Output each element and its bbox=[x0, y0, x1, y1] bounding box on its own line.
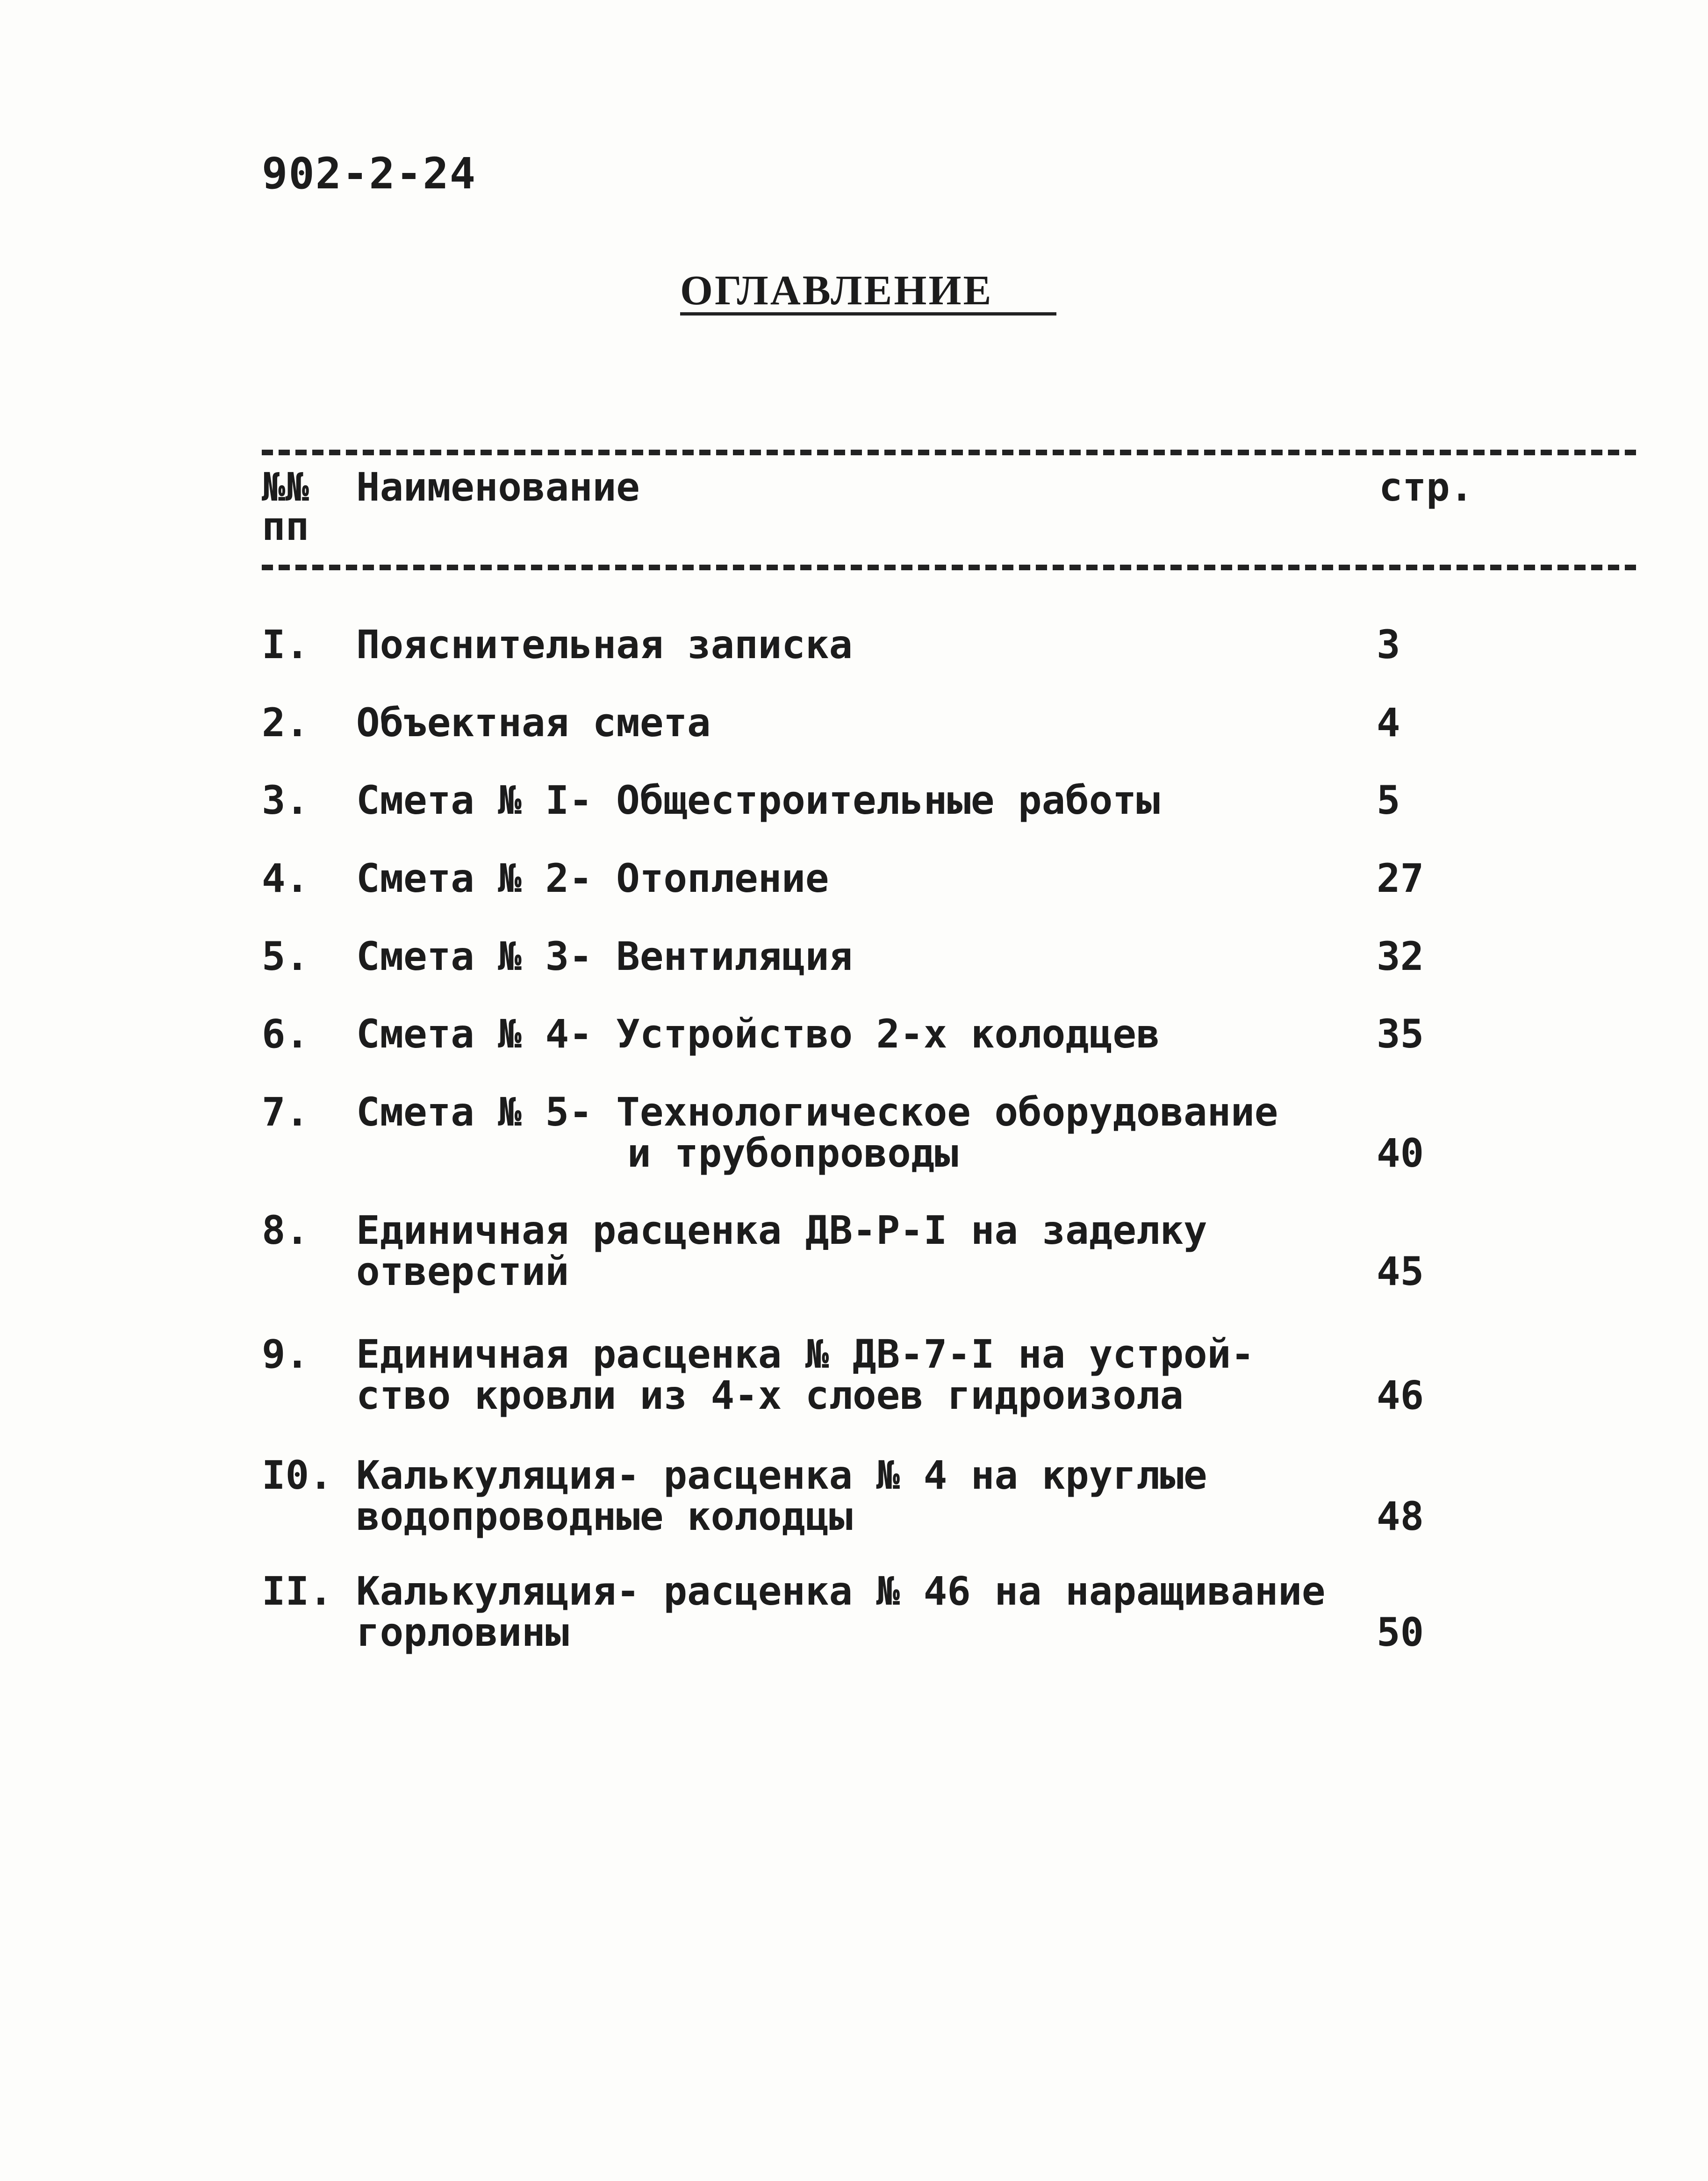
entry-page: 45 bbox=[1377, 1248, 1424, 1294]
entry-title bbox=[356, 777, 1338, 823]
header-number bbox=[262, 464, 332, 549]
entry-title-line: Объектная смета bbox=[356, 700, 711, 746]
header-name: Наименование bbox=[356, 464, 640, 510]
entry-title-line: ство кровли из 4-х слоев гидроизола bbox=[356, 1372, 1184, 1418]
entry-title bbox=[356, 1013, 1338, 1055]
entry-title bbox=[356, 624, 1338, 665]
entry-title-line: Калькуляция- расценка № 4 на круглые bbox=[356, 1452, 1207, 1498]
entry-number: 3. bbox=[262, 777, 309, 823]
entry-number: 6. bbox=[262, 1011, 309, 1057]
entry-number: II. bbox=[262, 1568, 333, 1614]
entry-number: I. bbox=[262, 622, 309, 667]
entry-title bbox=[356, 855, 1338, 901]
entry-title-line: водопроводные колодцы bbox=[356, 1493, 853, 1539]
entry-title-line: и трубопроводы bbox=[627, 1130, 959, 1176]
entry-title bbox=[356, 1091, 1338, 1174]
entry-page: 3 bbox=[1377, 622, 1400, 667]
page-title: ОГЛАВЛЕНИЕ bbox=[680, 267, 993, 314]
entry-title bbox=[356, 1331, 1338, 1418]
header-number-label: №№ пп bbox=[262, 464, 309, 549]
entry-title-line: Смета № 3- Вентиляция bbox=[356, 933, 853, 979]
entry-title-line: горловины bbox=[356, 1609, 569, 1655]
entry-title bbox=[356, 1452, 1338, 1539]
table-top-rule bbox=[262, 450, 1636, 455]
entry-page: 27 bbox=[1377, 855, 1424, 901]
entry-title-line: Смета № 4- Устройство 2-х колодцев bbox=[356, 1011, 1160, 1057]
entry-title-line: Смета № 5- Технологическое оборудование bbox=[356, 1089, 1278, 1135]
entry-page: 40 bbox=[1377, 1130, 1424, 1176]
entry-number: 7. bbox=[262, 1089, 309, 1135]
entry-title-line: Калькуляция- расценка № 46 на наращивание bbox=[356, 1568, 1326, 1614]
entry-title bbox=[356, 1207, 1338, 1294]
document-code: 902-2-24 bbox=[262, 149, 477, 199]
entry-title-line: Смета № I- Общестроительные работы bbox=[356, 777, 1160, 823]
entry-number: 5. bbox=[262, 933, 309, 979]
entry-number: 2. bbox=[262, 700, 309, 746]
entry-page: 46 bbox=[1377, 1372, 1424, 1418]
entry-page: 4 bbox=[1377, 700, 1400, 746]
entry-page: 32 bbox=[1377, 933, 1424, 979]
entry-number: 9. bbox=[262, 1331, 309, 1377]
entry-page: 35 bbox=[1377, 1011, 1424, 1057]
entry-title-line: Смета № 2- Отопление bbox=[356, 855, 829, 901]
entry-number: 4. bbox=[262, 855, 309, 901]
entry-title-line: Единичная расценка № ДВ-7-I на устрой- bbox=[356, 1331, 1255, 1377]
entry-title bbox=[356, 1568, 1338, 1655]
title-underline bbox=[680, 312, 1056, 316]
entry-number: 8. bbox=[262, 1207, 309, 1253]
entry-title-line: Единичная расценка ДВ-Р-I на заделку bbox=[356, 1207, 1207, 1253]
header-page: стр. bbox=[1379, 464, 1474, 510]
entry-title bbox=[356, 933, 1338, 979]
entry-title bbox=[356, 700, 1338, 746]
table-header-rule bbox=[262, 565, 1636, 570]
entry-page: 5 bbox=[1377, 777, 1400, 823]
entry-title-line: отверстий bbox=[356, 1248, 569, 1294]
entry-title-line: Пояснительная записка bbox=[356, 622, 853, 667]
entry-page: 48 bbox=[1377, 1493, 1424, 1539]
entry-number: I0. bbox=[262, 1452, 333, 1498]
entry-page: 50 bbox=[1377, 1609, 1424, 1655]
